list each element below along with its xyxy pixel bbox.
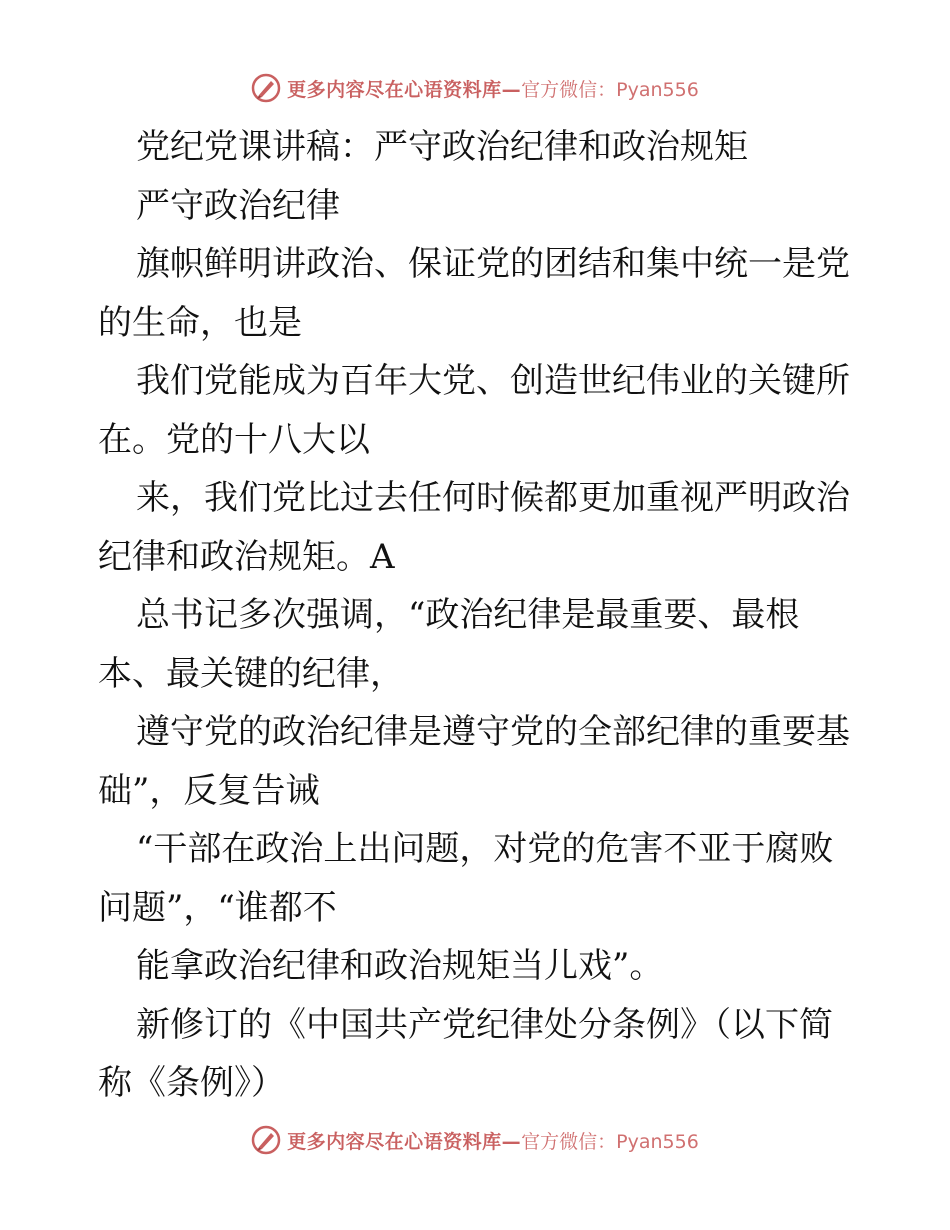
- paragraph-line: 的生命，也是: [98, 302, 302, 343]
- quill-pen-logo-icon: [251, 1125, 281, 1155]
- paragraph-line: 称《条例》）: [98, 1063, 285, 1103]
- watermark-wechat: 官方微信：Pyan556: [521, 78, 699, 101]
- document-title: 党纪党课讲稿：严守政治纪律和政治规矩: [136, 127, 748, 167]
- watermark-text: 更多内容尽在心语资料库—: [287, 78, 522, 101]
- paragraph-line: 础”，反复告诫: [98, 770, 320, 811]
- paragraph-line: 本、最关键的纪律，: [98, 653, 404, 694]
- section-heading: 严守政治纪律: [136, 185, 340, 226]
- watermark-footer: [0, 1122, 950, 1158]
- paragraph-line: 新修订的《中国共产党纪律处分条例》（以下简: [136, 1004, 833, 1045]
- paragraph-line: 纪律和政治规矩。A: [98, 536, 395, 577]
- paragraph-line: 来，我们党比过去任何时候都更加重视严明政治: [136, 478, 850, 518]
- document-body: [98, 118, 858, 1113]
- watermark-text: 更多内容尽在心语资料库—: [287, 1130, 522, 1153]
- watermark-wechat: 官方微信：Pyan556: [521, 1130, 699, 1153]
- quill-pen-logo-icon: [251, 73, 281, 103]
- paragraph-line: 我们党能成为百年大党、创造世纪伟业的关键所: [136, 361, 850, 401]
- paragraph-line: 能拿政治纪律和政治规矩当儿戏”。: [136, 946, 664, 986]
- paragraph-line: 遵守党的政治纪律是遵守党的全部纪律的重要基: [136, 712, 850, 752]
- watermark-header: [0, 70, 950, 106]
- paragraph-line: 旗帜鲜明讲政治、保证党的团结和集中统一是党: [136, 244, 850, 284]
- paragraph-line: “干部在政治上出问题，对党的危害不亚于腐败: [136, 829, 834, 869]
- paragraph-line: 问题”，“谁都不: [98, 887, 337, 928]
- paragraph-line: 在。党的十八大以: [98, 419, 370, 460]
- paragraph-line: 总书记多次强调，“政治纪律是最重要、最根: [136, 595, 800, 635]
- paragraph-lines: [98, 235, 858, 1113]
